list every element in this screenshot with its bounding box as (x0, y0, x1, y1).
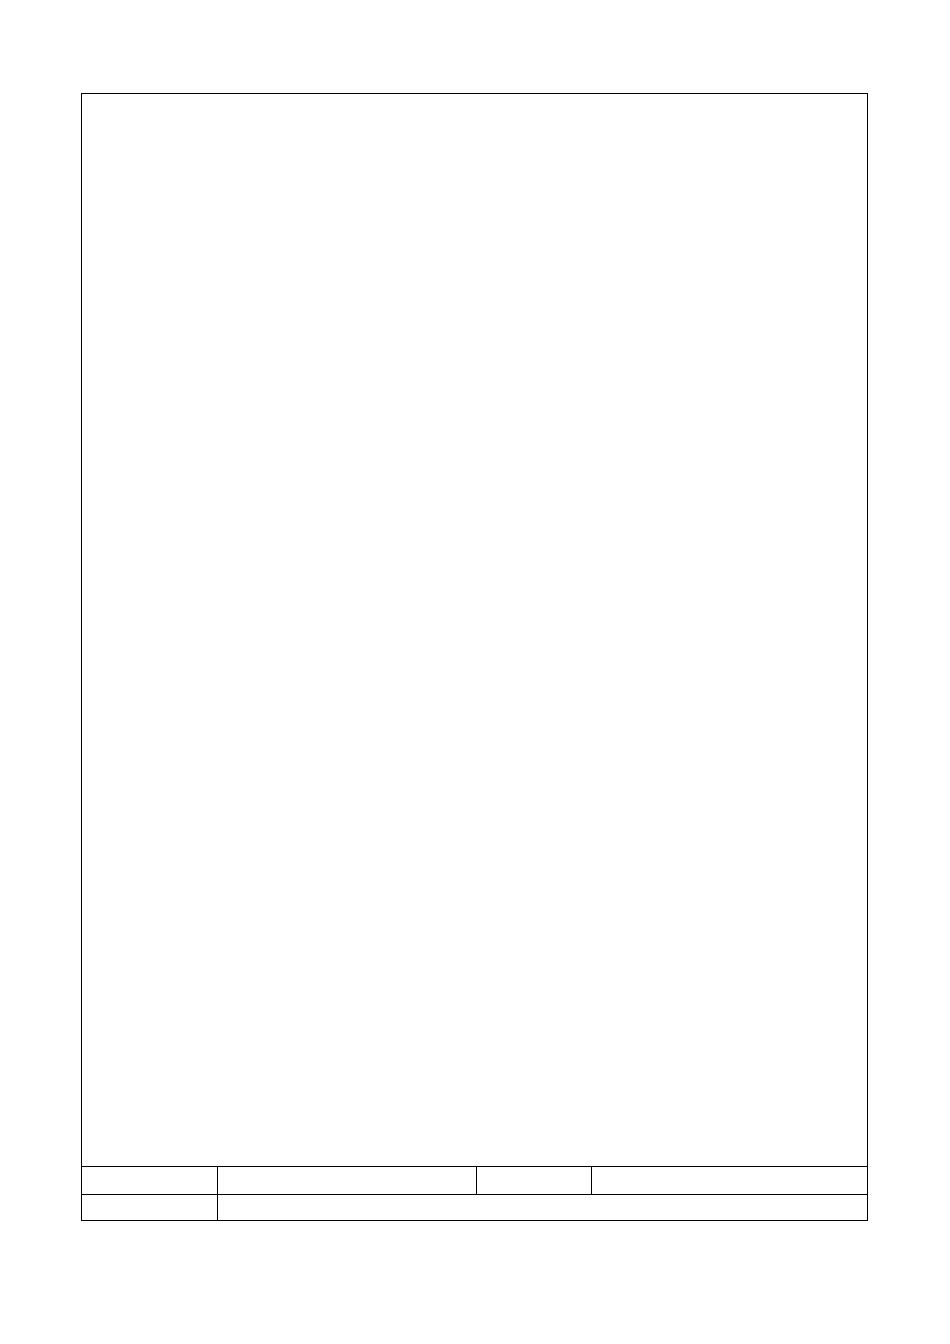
divider (591, 1166, 592, 1194)
interview-record-table (81, 93, 868, 1221)
divider (476, 1166, 477, 1194)
divider (217, 1166, 218, 1220)
divider (82, 1166, 867, 1167)
divider (82, 1194, 867, 1195)
